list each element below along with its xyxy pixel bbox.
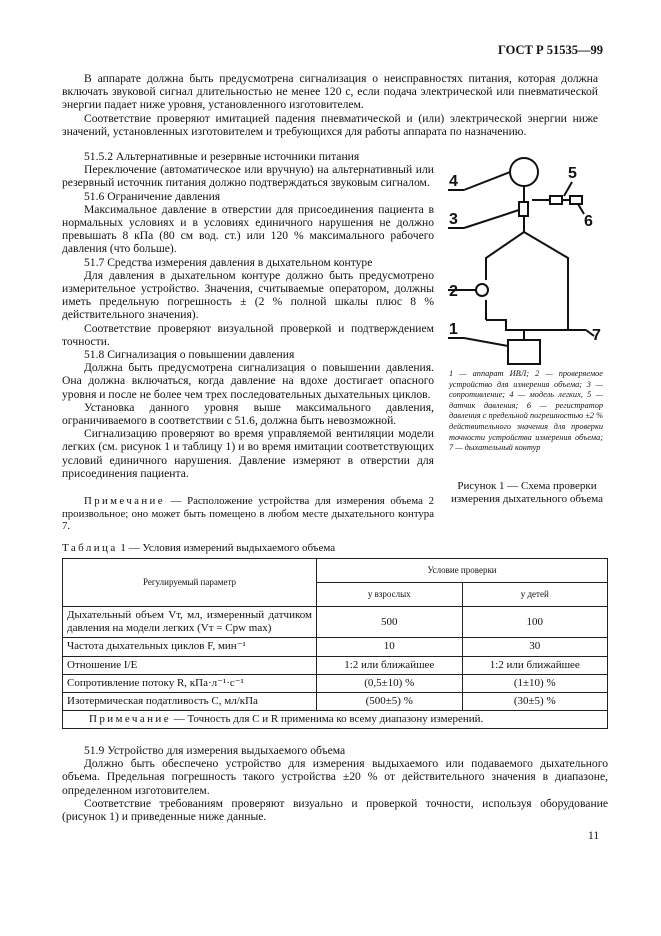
table-row bbox=[63, 656, 608, 674]
section-heading: 51.5.2 Альтернативные и резервные источники питания bbox=[84, 150, 360, 163]
paragraph: Должно быть обеспечено устройство для измерения выдыхаемого или подаваемого дыхательного объема. Предельная погрешность такого устройства ±20 % от действительного значения в диапазоне, определенном изготовителем. bbox=[62, 757, 608, 797]
paragraph: Для давления в дыхательном контуре должно быть предусмотрено измерительное устройство. Значения, считываемые оператором, должны иметь предельную погрешность ± (2 % полной шкалы плюс 8 % действительного значения). bbox=[62, 268, 434, 322]
cell-adults: 1:2 или ближайшее bbox=[317, 656, 463, 674]
fig-label-3: 3 bbox=[449, 211, 458, 228]
table-row bbox=[63, 638, 608, 656]
cell-param: Отношение I/E bbox=[63, 656, 317, 674]
section-heading: 51.8 Сигнализация о повышении давления bbox=[84, 348, 295, 362]
table-note-text: — Точность для C и R применима ко всему диапазону измерений. bbox=[173, 713, 484, 726]
fig-label-5: 5 bbox=[568, 165, 577, 182]
table-row bbox=[63, 607, 608, 638]
paragraph: Максимальное давление в отверстии для присоединения пациента в нормальных условиях и в условиях единичного нарушения не должно превышать 8 кПа (80 см вод. ст.) или 120 % максимального рабочего давления (что больше). bbox=[62, 202, 434, 256]
paragraph: Должна быть предусмотрена сигнализация о повышении давления. Она должна включаться, когда давление на вдохе достигает опасного уровня и после не более чем трех последовательных дыхательных циклов. bbox=[62, 361, 434, 401]
cell-param: Изотермическая податливость C, мл/кПа bbox=[63, 693, 317, 711]
pressure-sensor bbox=[550, 196, 562, 204]
section-heading: 51.7 Средства измерения давления в дыхательном контуре bbox=[84, 255, 373, 269]
cell-adults: (500±5) % bbox=[317, 693, 463, 711]
cell-children: (1±10) % bbox=[462, 674, 608, 692]
resistance-block bbox=[519, 202, 528, 216]
paragraph: Соответствие требованиям проверяют визуально и проверкой точности, используя оборудование (рисунок 1) и приведенные ниже данные. bbox=[62, 796, 608, 824]
table-note-row bbox=[63, 711, 608, 729]
header-cond: Условие проверки bbox=[317, 559, 608, 583]
header-children: у детей bbox=[462, 583, 608, 607]
top-text bbox=[62, 72, 598, 138]
fig-label-2: 2 bbox=[449, 283, 458, 300]
figure-note bbox=[62, 495, 434, 533]
figure-caption: Рисунок 1 — Схема проверки измерения дыхательного объема bbox=[450, 480, 604, 505]
section-heading: 51.9 Устройство для измерения выдыхаемого объема bbox=[84, 744, 346, 757]
fig-label-7: 7 bbox=[592, 327, 601, 344]
figure-diagram bbox=[446, 150, 606, 380]
cell-param: Частота дыхательных циклов F, мин⁻¹ bbox=[63, 638, 317, 656]
section-heading: 51.6 Ограничение давления bbox=[84, 189, 221, 203]
fig-label-1: 1 bbox=[449, 321, 458, 338]
fig-label-6: 6 bbox=[584, 213, 593, 230]
table-caption-text: 1 — Условия измерений выдыхаемого объема bbox=[120, 542, 336, 554]
table-note-label: Примечание bbox=[89, 713, 171, 726]
cell-param: Дыхательный объем Vт, мл, измеренный датчиком давления на модели легких (Vт = Cpw max) bbox=[63, 607, 317, 638]
cell-children: 100 bbox=[462, 607, 608, 638]
page-number: 11 bbox=[588, 830, 600, 842]
ventilator-box bbox=[508, 340, 540, 364]
conditions-table bbox=[62, 558, 608, 729]
bottom-text bbox=[62, 744, 608, 823]
document-header: ГОСТ Р 51535—99 bbox=[497, 43, 603, 57]
cell-param: Сопротивление потоку R, кПа·л⁻¹·с⁻¹ bbox=[63, 674, 317, 692]
figure-legend: 1 — аппарат ИВЛ; 2 — проверяемое устройство для измерения объема; 3 — сопротивление; 4 — модель легких, 5 — датчик давления; 6 — регистратор давления с предельной погрешностью ±2 % действительного значения для проверки точности устройства измерения объема; 7 — дыхательный контур bbox=[449, 369, 603, 453]
cell-adults: 10 bbox=[317, 638, 463, 656]
paragraph: Соответствие проверяют имитацией падения пневматической и (или) электрической энергии ниже значений, установленных изготовителем и требующихся для работы аппарата по назначению. bbox=[62, 111, 598, 138]
paragraph: Сигнализацию проверяют во время управляемой вентиляции модели легких (см. рисунок 1 и таблицу 1) и во время имитации соответствующих условий единичного нарушения. Давление измеряют в отверстии для присоединения пациента. bbox=[62, 427, 434, 480]
paragraph: Соответствие проверяют визуальной проверкой и подтверждением точности. bbox=[62, 321, 434, 348]
table-row bbox=[63, 674, 608, 692]
cell-adults: (0,5±10) % bbox=[317, 674, 463, 692]
header-param: Регулируемый параметр bbox=[63, 559, 317, 607]
pressure-recorder bbox=[570, 196, 582, 204]
table-caption bbox=[62, 542, 335, 555]
volume-device-circle bbox=[476, 284, 488, 296]
cell-children: 30 bbox=[462, 638, 608, 656]
note-text: — Расположение устройства для измерения объема 2 произвольное; оно может быть помещено в любом месте дыхательного контура 7. bbox=[62, 495, 434, 532]
cell-children: (30±5) % bbox=[462, 693, 608, 711]
paragraph: В аппарате должна быть предусмотрена сигнализация о неисправностях питания, которая должна включать звуковой сигнал длительностью не менее 120 с, если подача электрической или пневматической энергии падает ниже уровня, установленного изготовителем. bbox=[62, 72, 598, 112]
header-adults: у взрослых bbox=[317, 583, 463, 607]
note-label: Примечание bbox=[84, 495, 165, 507]
cell-children: 1:2 или ближайшее bbox=[462, 656, 608, 674]
paragraph: Установка данного уровня выше максимального давления, ограничиваемого в соответствии с 51.6, должна быть невозможной. bbox=[62, 400, 434, 428]
left-column bbox=[62, 150, 434, 480]
table-row bbox=[63, 693, 608, 711]
table-caption-label: Таблица bbox=[62, 542, 118, 554]
lung-model-circle bbox=[510, 158, 538, 186]
cell-adults: 500 bbox=[317, 607, 463, 638]
paragraph: Переключение (автоматическое или вручную) на альтернативный или резервный источник питания должно подтверждаться звуковым сигналом. bbox=[62, 163, 434, 190]
fig-label-4: 4 bbox=[449, 173, 458, 190]
